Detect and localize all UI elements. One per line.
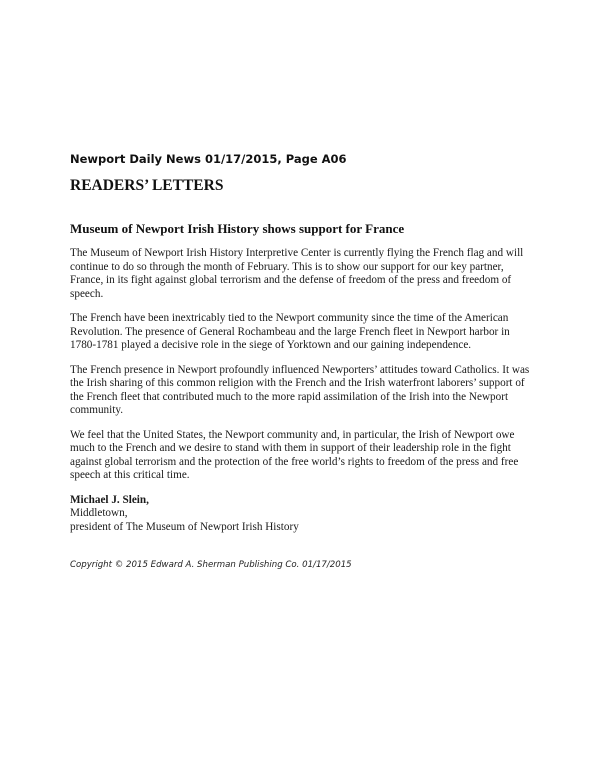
article-headline: Museum of Newport Irish History shows support for France [70, 221, 405, 236]
article-paragraph-3: The French presence in Newport profoundly influenced Newporters’ attitudes toward Catholics. It was the Irish sharing of this common religion with the French and the Irish waterfront laborers’ support of the French fleet that contributed much to the more rapid assimilation of the Irish into the Newport community. [70, 363, 530, 416]
article-paragraph-1: The Museum of Newport Irish History Interpretive Center is currently flying the French flag and will continue to do so through the month of February. This is to show our support for our key partner, France, in its fight against global terrorism and the defense of freedom of the press and freedom of speech. [70, 247, 524, 300]
article-paragraph-4: We feel that the United States, the Newport community and, in particular, the Irish of Newport owe much to the French and we desire to stand with them in support of their leadership role in the fight against global terrorism and the protection of the free world’s rights to freedom of the press and free speech at this critical time. [70, 428, 519, 481]
signature-name: Michael J. Slein, [70, 493, 149, 506]
source-line: Newport Daily News 01/17/2015, Page A06 [70, 152, 347, 166]
article-paragraph-2: The French have been inextricably tied to the Newport community since the time of the American Revolution. The presence of General Rochambeau and the large French fleet in Newport harbor in 1780-1781 played a decisive role in the siege of Yorktown and our gaining independence. [70, 312, 510, 351]
section-title: READERS’ LETTERS [70, 177, 224, 194]
signature-block [70, 494, 530, 535]
article-content [70, 152, 530, 571]
copyright-notice: Copyright © 2015 Edward A. Sherman Publishing Co. 01/17/2015 [70, 560, 352, 570]
signature-town: Middletown, [70, 507, 128, 519]
signature-title: president of The Museum of Newport Irish History [70, 520, 299, 533]
